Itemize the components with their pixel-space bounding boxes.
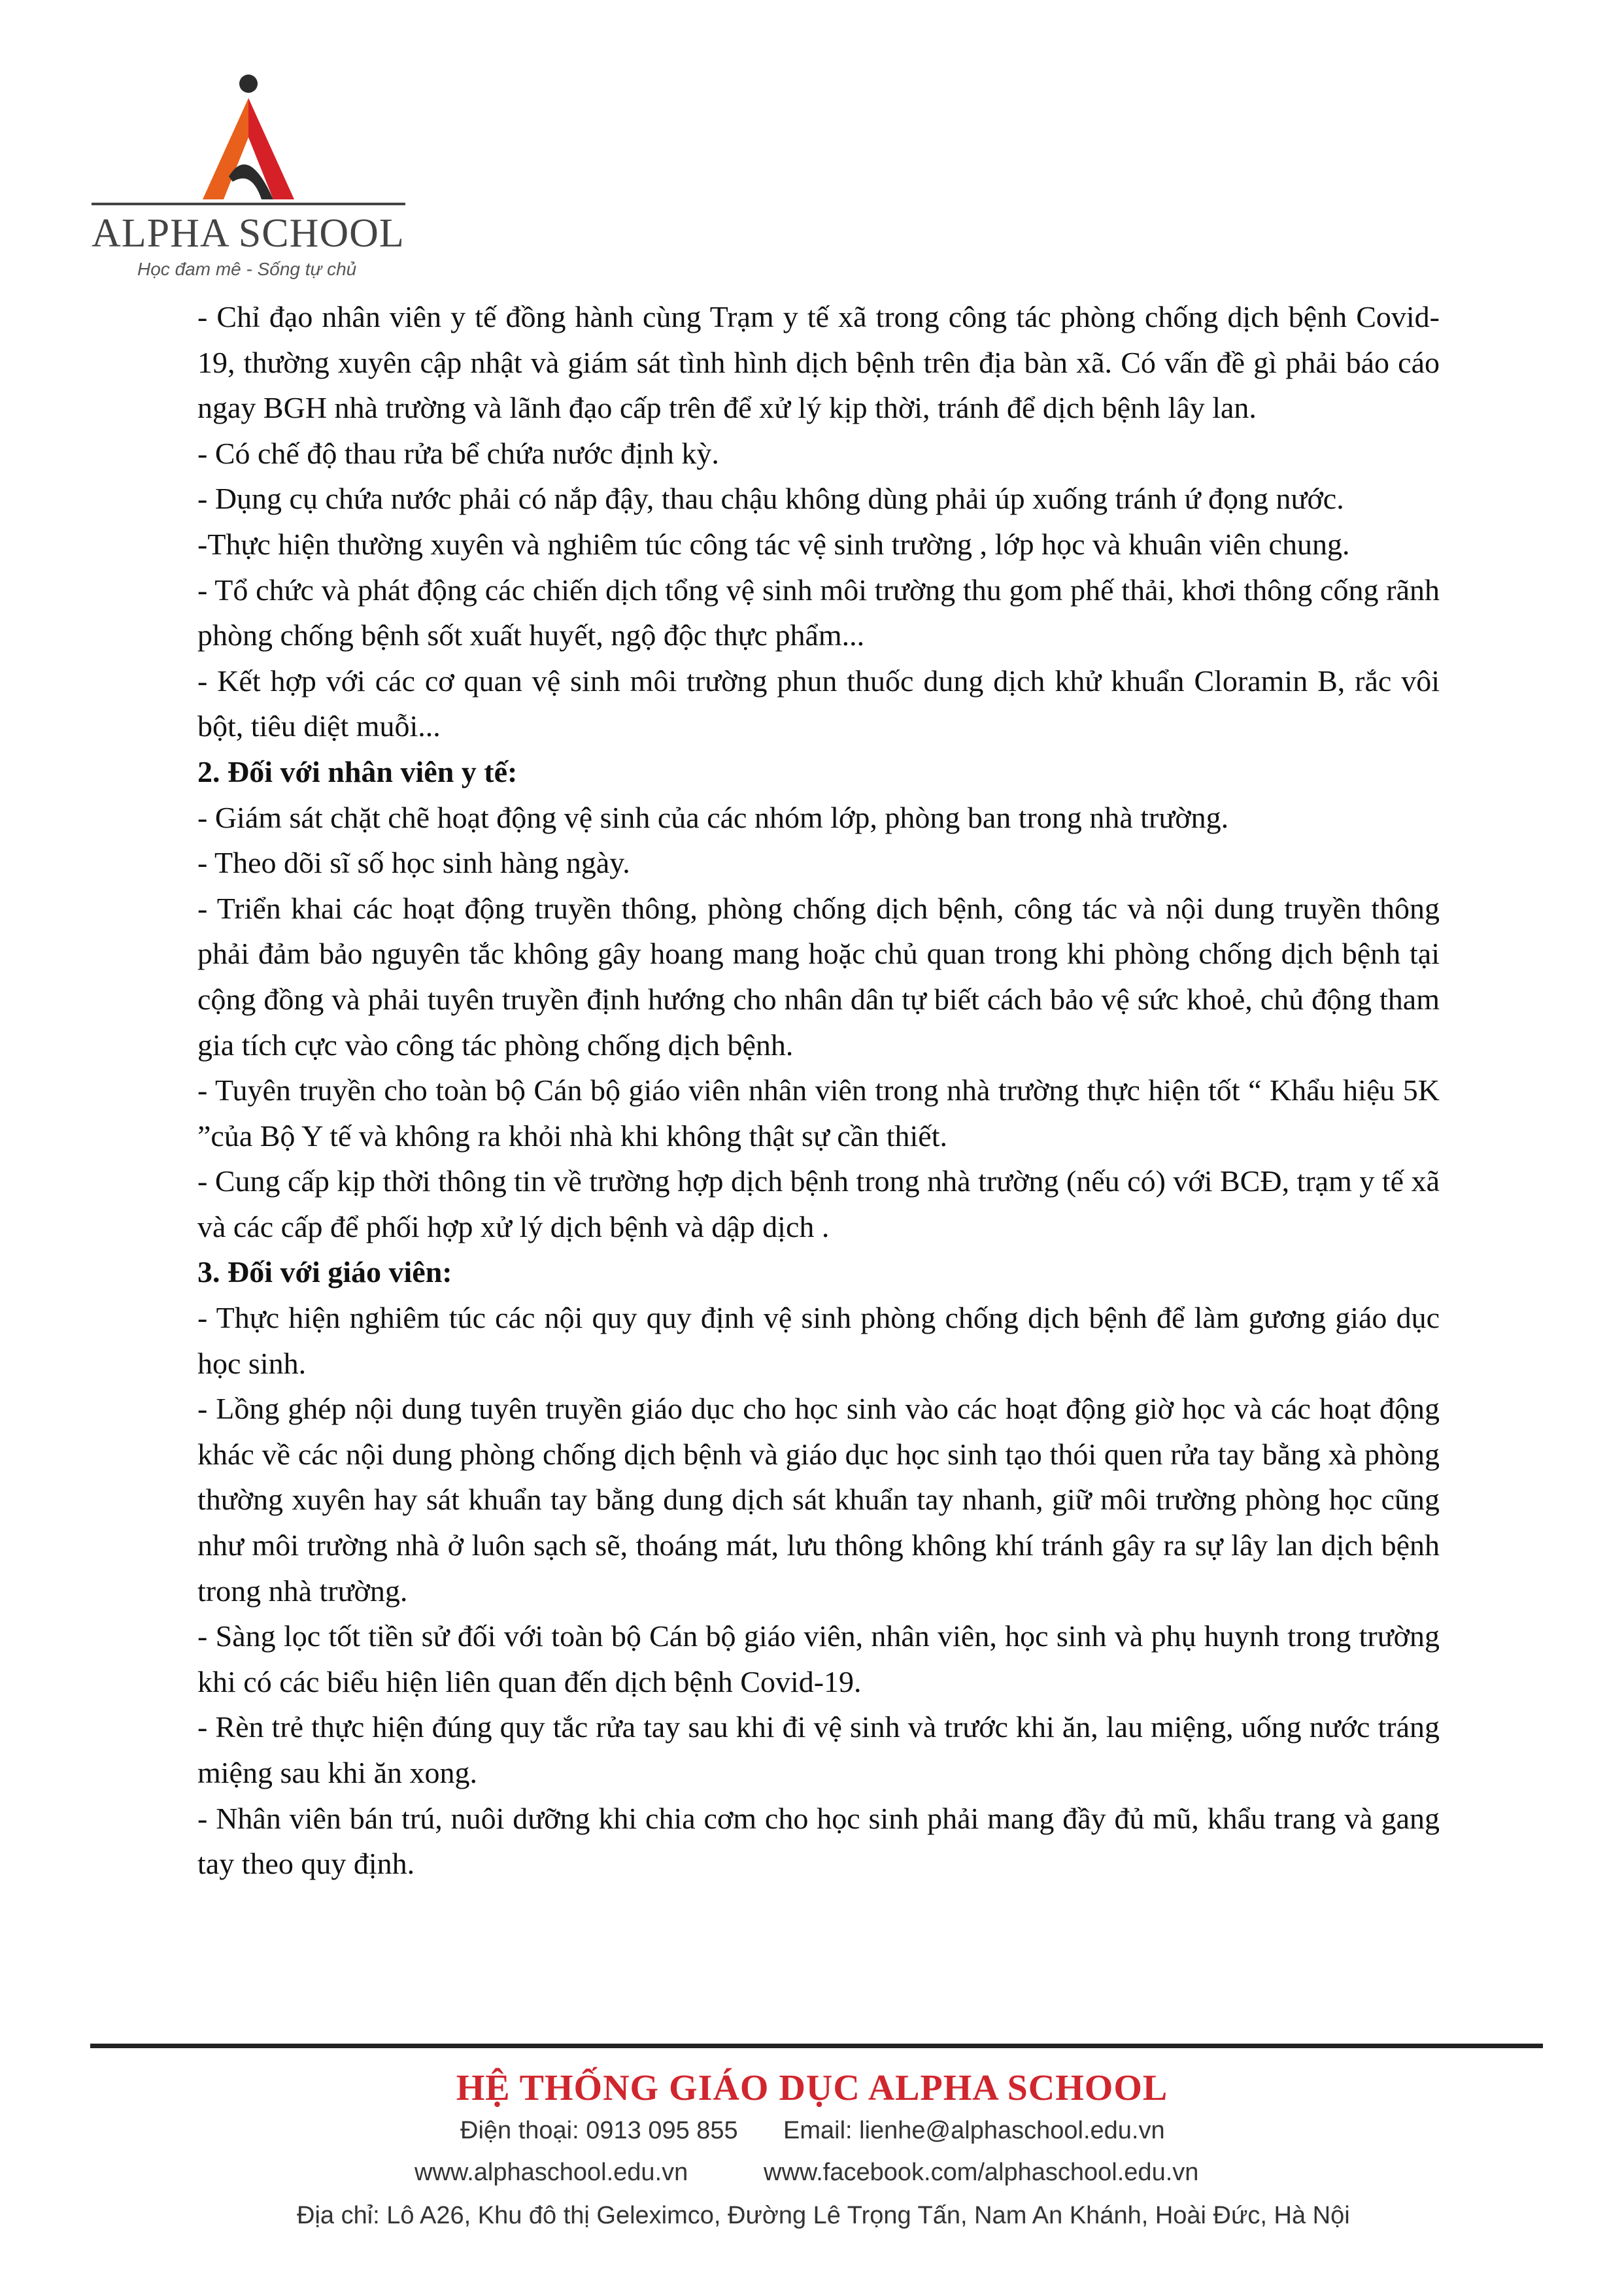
footer-contact-row (0, 2117, 1624, 2150)
footer-divider (90, 2044, 1543, 2048)
footer-web-row (0, 2159, 1624, 2191)
alpha-logo-icon (190, 65, 307, 203)
paragraph: - Tuyên truyền cho toàn bộ Cán bộ giáo viên nhân viên trong nhà trường thực hiện tốt “ Khẩu hiệu 5K ”của Bộ Y tế và không ra khỏi nhà khi không thật sự cần thiết. (197, 1073, 1440, 1153)
paragraph: -Thực hiện thường xuyên và nghiêm túc công tác vệ sinh trường , lớp học và khuân viên chung. (197, 527, 1350, 561)
paragraph: - Sàng lọc tốt tiền sử đối với toàn bộ Cán bộ giáo viên, nhân viên, học sinh và phụ huynh trong trường khi có các biểu hiện liên quan đến dịch bệnh Covid-19. (197, 1619, 1440, 1698)
logo-divider (92, 203, 405, 205)
footer-address-row (0, 2202, 1624, 2235)
footer-website[interactable]: www.alphaschool.edu.vn (414, 2159, 688, 2186)
paragraph: - Chỉ đạo nhân viên y tế đồng hành cùng Trạm y tế xã trong công tác phòng chống dịch bệnh Covid-19, thường xuyên cập nhật và giám sát tình hình dịch bệnh trên địa bàn xã. Có vấn đề gì phải báo cáo ngay BGH nhà trường và lãnh đạo cấp trên để xử lý kịp thời, tránh để dịch bệnh lây lan. (197, 300, 1440, 425)
section-heading: 2. Đối với nhân viên y tế: (197, 754, 518, 788)
paragraph: - Kết hợp với các cơ quan vệ sinh môi trường phun thuốc dung dịch khử khuẩn Cloramin B, rắc vôi bột, tiêu diệt muỗi... (197, 664, 1440, 743)
footer-facebook[interactable]: www.facebook.com/alphaschool.edu.vn (764, 2159, 1199, 2186)
logo-slogan: Học đam mê - Sống tự chủ (137, 259, 357, 279)
paragraph: - Lồng ghép nội dung tuyên truyền giáo dục cho học sinh vào các hoạt động giờ học và các hoạt động khác về các nội dung phòng chống dịch bệnh và giáo dục học sinh tạo thói quen rửa tay bằng xà phòng thường xuyên hay sát khuẩn tay bằng dung dịch sát khuẩn tay nhanh, giữ môi trường phòng học cũng như môi trường nhà ở luôn sạch sẽ, thoáng mát, lưu thông không khí tránh gây ra sự lây lan dịch bệnh trong nhà trường. (197, 1392, 1440, 1608)
paragraph: - Theo dõi sĩ số học sinh hàng ngày. (197, 846, 630, 880)
paragraph: - Giám sát chặt chẽ hoạt động vệ sinh của các nhóm lớp, phòng ban trong nhà trường. (197, 800, 1229, 834)
section-heading: 3. Đối với giáo viên: (197, 1255, 452, 1289)
paragraph: - Nhân viên bán trú, nuôi dưỡng khi chia cơm cho học sinh phải mang đầy đủ mũ, khẩu trang và gang tay theo quy định. (197, 1801, 1440, 1881)
school-logo (92, 65, 405, 288)
footer-email: Email: lienhe@alphaschool.edu.vn (783, 2117, 1165, 2144)
paragraph: - Dụng cụ chứa nước phải có nắp đậy, thau chậu không dùng phải úp xuống tránh ứ đọng nước. (197, 482, 1344, 516)
logo-name: ALPHA SCHOOL (92, 211, 405, 256)
paragraph: - Thực hiện nghiêm túc các nội quy quy định vệ sinh phòng chống dịch bệnh để làm gương giáo dục học sinh. (197, 1301, 1440, 1380)
footer-title: HỆ THỐNG GIÁO DỤC ALPHA SCHOOL (456, 2068, 1168, 2108)
document-body (197, 294, 1440, 1887)
paragraph: - Triển khai các hoạt động truyền thông, phòng chống dịch bệnh, công tác và nội dung truyền thông phải đảm bảo nguyên tắc không gây hoang mang hoặc chủ quan trong khi phòng chống dịch bệnh tại cộng đồng và phải tuyên truyền định hướng cho nhân dân tự biết cách bảo vệ sức khoẻ, chủ động tham gia tích cực vào công tác phòng chống dịch bệnh. (197, 891, 1440, 1062)
paragraph: - Có chế độ thau rửa bể chứa nước định kỳ. (197, 436, 719, 470)
footer-address: Địa chỉ: Lô A26, Khu đô thị Geleximco, Đường Lê Trọng Tấn, Nam An Khánh, Hoài Đức, Hà Nội (297, 2202, 1350, 2229)
paragraph: - Rèn trẻ thực hiện đúng quy tắc rửa tay sau khi đi vệ sinh và trước khi ăn, lau miệng, uống nước tráng miệng sau khi ăn xong. (197, 1710, 1440, 1789)
paragraph: - Cung cấp kịp thời thông tin về trường hợp dịch bệnh trong nhà trường (nếu có) với BCĐ, trạm y tế xã và các cấp để phối hợp xử lý dịch bệnh và dập dịch . (197, 1164, 1440, 1243)
footer-phone: Điện thoại: 0913 095 855 (460, 2117, 738, 2144)
paragraph: - Tổ chức và phát động các chiến dịch tổng vệ sinh môi trường thu gom phế thải, khơi thông cống rãnh phòng chống bệnh sốt xuất huyết, ngộ độc thực phẩm... (197, 573, 1440, 652)
